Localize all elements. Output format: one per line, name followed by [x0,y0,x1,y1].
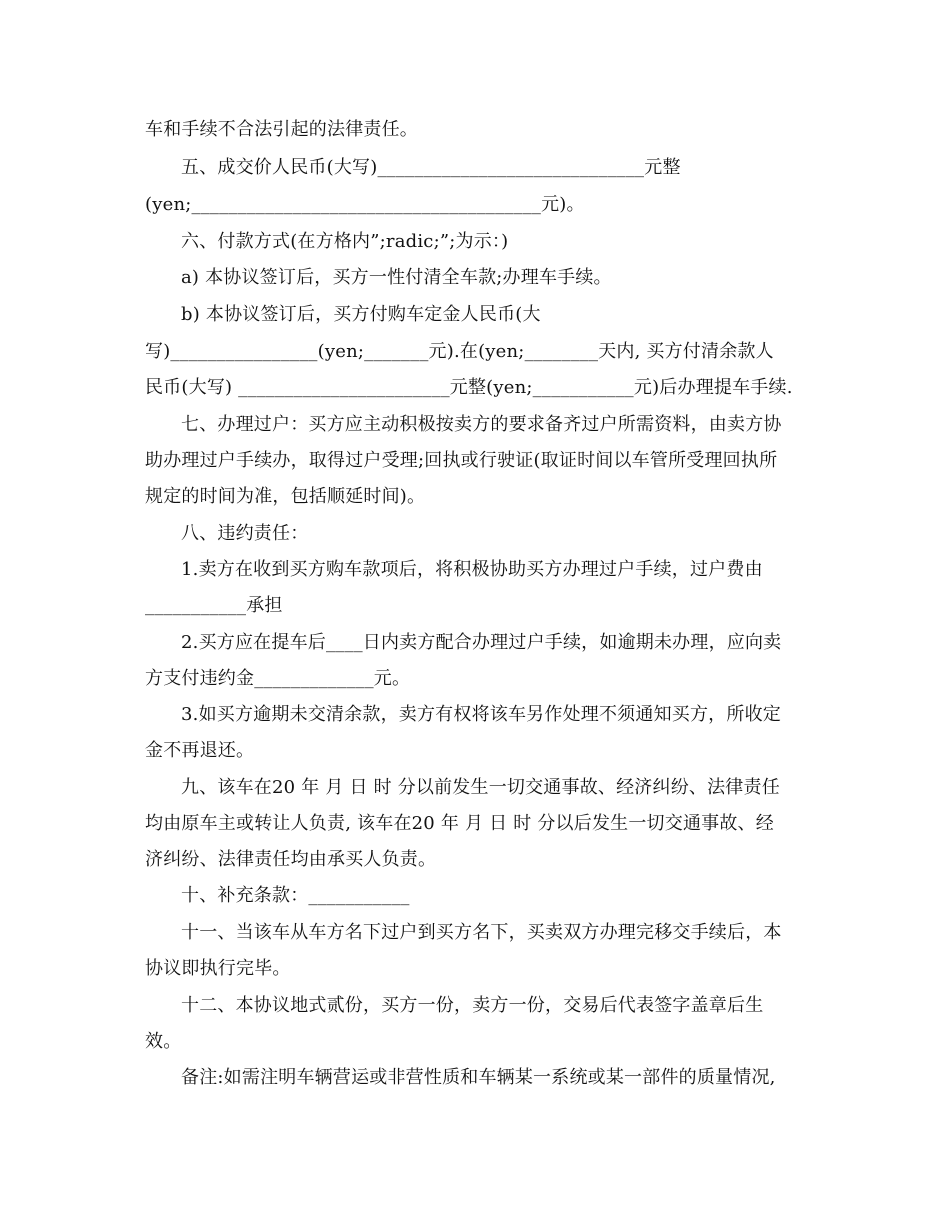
paragraph-line: 规定的时间为准，包括顺延时间)。 [145,486,426,507]
paragraph-line: 方支付违约金_____________元。 [145,668,411,689]
paragraph-line: 车和手续不合法引起的法律责任。 [145,119,418,140]
paragraph-line: (yen;______________________________________元)。 [145,194,585,215]
paragraph-line: 六、付款方式(在方格内”;radic;”;为示：) [181,231,509,252]
paragraph-line: 民币(大写) _______________________元整(yen;___________元)后办理提车手续. [145,377,793,398]
paragraph-line: 五、成交价人民币(大写)_____________________________元整 [181,157,681,178]
paragraph-line: 金不再退还。 [145,740,255,761]
paragraph-line: ___________承担 [145,595,283,616]
paragraph-line: b) 本协议签订后，买方付购车定金人民币(大 [181,304,541,325]
paragraph-line: 1.卖方在收到买方购车款项后，将积极协助买方办理过户手续，过户费由 [181,559,763,580]
paragraph-line: 3.如买方逾期未交清余款，卖方有权将该车另作处理不须通知买方，所收定 [181,704,781,725]
paragraph-line: 十、补充条款：___________ [181,885,410,906]
paragraph-line: 备注:如需注明车辆营运或非营性质和车辆某一系统或某一部件的质量情况, [181,1067,776,1088]
paragraph-line: 协议即执行完毕。 [145,958,291,979]
paragraph-line: 助办理过户手续办，取得过户受理;回执或行驶证(取证时间以车管所受理回执所 [145,450,778,471]
paragraph-line: 2.买方应在提车后____日内卖方配合办理过户手续，如逾期未办理，应向卖 [181,632,782,653]
paragraph-line: 写)________________(yen;_______元).在(yen;________天内, 买方付清余款人 [145,341,774,362]
paragraph-line: 均由原车主或转让人负责, 该车在20 年 月 日 时 分以后发生一切交通事故、经 [145,813,774,834]
paragraph-line: a) 本协议签订后，买方一性付清全车款;办理车手续。 [181,267,612,288]
paragraph-line: 效。 [145,1031,182,1052]
paragraph-line: 十二、本协议地式贰份，买方一份，卖方一份，交易后代表签字盖章后生 [181,995,764,1016]
paragraph-line: 七、办理过户：买方应主动积极按卖方的要求备齐过户所需资料，由卖方协 [181,414,782,435]
paragraph-line: 济纠纷、法律责任均由承买人负责。 [145,849,437,870]
paragraph-line: 八、违约责任： [181,523,309,544]
paragraph-line: 九、该车在20 年 月 日 时 分以前发生一切交通事故、经济纠纷、法律责任 [181,777,780,798]
paragraph-line: 十一、当该车从车方名下过户到买方名下，买卖双方办理完移交手续后，本 [181,922,782,943]
